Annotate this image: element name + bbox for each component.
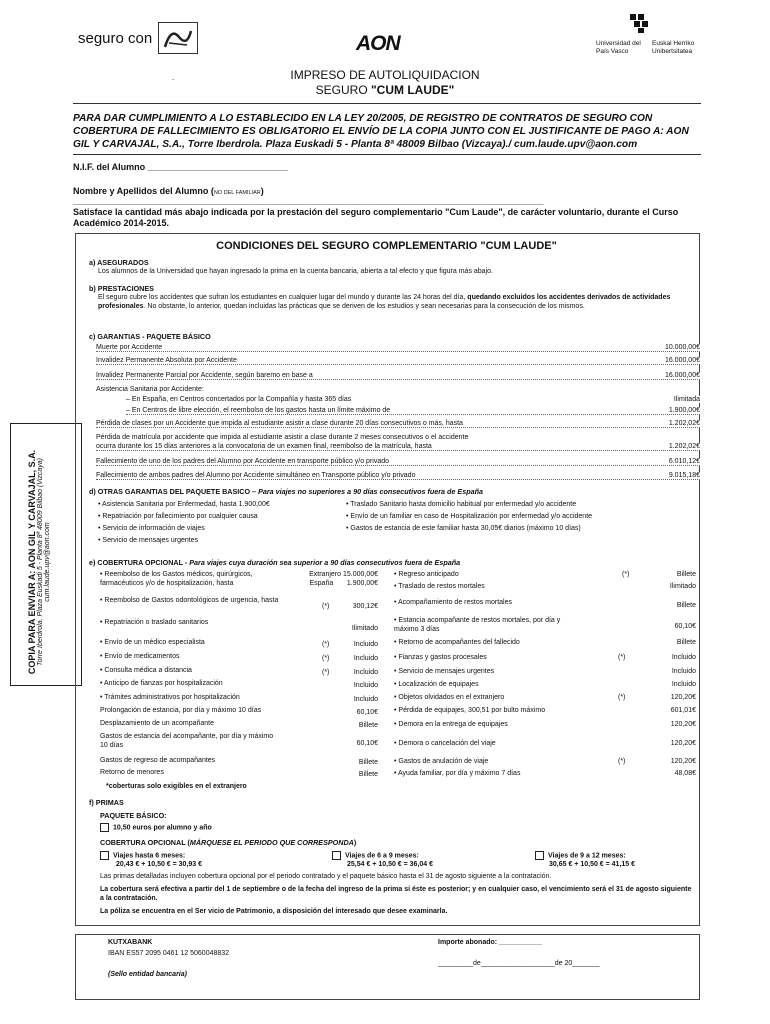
section-b-text xyxy=(98,294,688,311)
e-left-value: Incluido xyxy=(353,696,378,703)
section-e-title xyxy=(89,558,460,567)
f-opt2-a: Viajes de 6 a 9 meses: xyxy=(345,852,419,860)
e-right-label: • Estancia acompañante de restos mortales, por día y máximo 3 días xyxy=(394,617,561,633)
c-fallecimiento-ambos xyxy=(96,472,700,482)
bank-sello: (Sello entidad bancaria) xyxy=(108,971,187,978)
e-right-label: • Demora en la entrega de equipajes xyxy=(394,721,508,728)
e-right-label: • Fianzas y gastos procesales xyxy=(394,654,487,661)
list-item: • Traslado Sanitario hasta domicilio habitual por enfermedad y/o accidente xyxy=(346,501,577,508)
d-title-ital: Para viajes no superiores a 90 días consecutivos fuera de España xyxy=(258,487,483,496)
bank-box xyxy=(75,934,700,1000)
e-right-label: • Localización de equipajes xyxy=(394,681,479,688)
subtitle-bold: "CUM LAUDE" xyxy=(370,83,455,97)
e-right-label: • Regreso anticipado xyxy=(394,571,459,578)
b-text2: . No obstante, lo anterior, quedan incluidas las prácticas que se deriven de los estudios y sean necesarias para la consecución de los mismos. xyxy=(143,302,585,310)
f-option-6m[interactable] xyxy=(100,851,185,861)
e-note: *coberturas solo exigibles en el extranjero xyxy=(106,783,247,790)
e-left-value: Incluido xyxy=(353,682,378,689)
section-a-title: a) ASEGURADOS xyxy=(89,258,149,267)
f-basic-label: 10,50 euros por alumno y año xyxy=(113,824,212,832)
nif-field[interactable]: N.I.F. del Alumno ____________________________ xyxy=(73,162,288,172)
seguro-con-logo-icon xyxy=(158,22,198,54)
c-asist-libre xyxy=(126,407,700,417)
c-row-invalidez-abs xyxy=(96,357,700,367)
e-title-ital: Para viajes cuya duración sea superior a 90 días consecutivos fuera de España xyxy=(189,558,461,567)
e-right-mark: (*) xyxy=(618,758,626,765)
nombre-small: NO DEL FAMILIAR xyxy=(213,190,261,196)
side-line2: Torre Iberdrola. Plaza Euskadi 5 - Planta 8ª 48009 Bilbao (Vizcaya) xyxy=(37,457,44,667)
e-right-value: Incluido xyxy=(671,654,696,661)
f-poliza: La póliza se encuentra en el Ser vicio de Patrimonio, a disposición del interesado que desee examinarla. xyxy=(100,908,448,915)
aon-logo: AON xyxy=(356,32,400,55)
c-row-value: 1.202,02€ xyxy=(668,443,700,450)
side-copy-text xyxy=(27,431,63,693)
e-right-value: 120,20€ xyxy=(670,758,696,765)
e-left-mark: (*) xyxy=(322,603,330,610)
e-left-value: Billete xyxy=(358,722,378,729)
e-right-value: Billete xyxy=(676,639,696,646)
e-right-value: Billete xyxy=(676,602,696,609)
f-note: Las primas detalladas incluyen cobertura opcional por el periodo contratado y el paquete básico hasta el 31 de agosto siguiente a la contratación. xyxy=(100,873,552,880)
e-right-value: 48,08€ xyxy=(674,770,696,777)
e-right-label: • Traslado de restos mortales xyxy=(394,583,485,590)
c-row-value: Ilimitada xyxy=(673,396,700,403)
e-title: e) COBERTURA OPCIONAL - xyxy=(89,558,190,567)
e-left-value: Incluido xyxy=(353,655,378,662)
nombre-field[interactable] xyxy=(73,186,713,206)
e-right-value: 120,20€ xyxy=(670,694,696,701)
e-left-value: 300,12€ xyxy=(352,603,378,610)
divider-top xyxy=(73,103,701,104)
c-row-value: 1.202,02€ xyxy=(668,420,700,427)
section-f-title: f) PRIMAS xyxy=(89,798,124,807)
c-row-muerte xyxy=(96,344,700,354)
c-row-value: 6.010,12€ xyxy=(668,458,700,465)
e-right-label: • Ayuda familiar, por día y máximo 7 días xyxy=(394,770,521,777)
f-basic-option[interactable] xyxy=(100,823,212,833)
b-text1: El seguro cubre los accidentes que sufran los estudiantes en cualquier lugar del mundo y durante las 24 horas del día, xyxy=(98,294,468,301)
e-left-label: • Consulta médica a distancia xyxy=(100,667,192,674)
f-basic-title: PAQUETE BÁSICO: xyxy=(100,811,167,820)
c-row-label: Pérdida de clases por un Accidente que impida al estudiante asistir a clase durante 20 días consecutivos o más, hasta xyxy=(96,420,463,427)
list-item: • Asistencia Sanitaria por Enfermedad, hasta 1.900,00€ xyxy=(98,501,270,508)
e-left-label: • Envío de medicamentos xyxy=(100,653,180,660)
e-left-label: Gastos de regreso de acompañantes xyxy=(100,757,216,764)
c-row-value: 16.000,00€ xyxy=(664,357,700,364)
upv-logo-icon xyxy=(628,12,652,34)
e-left-value: Extranjero 15.000,00€ España 1.900,00€ xyxy=(309,571,378,587)
e-left-value: Ilimitado xyxy=(351,625,378,632)
subtitle-prefix: SEGURO xyxy=(315,83,371,97)
f-option-9m[interactable] xyxy=(332,851,419,861)
e-left-mark: (*) xyxy=(322,669,330,676)
divider-lead xyxy=(73,154,701,155)
satisface-text: Satisface la cantidad más abajo indicada por la prestación del seguro complementario "Cum Laude", de carácter voluntario, durante el Curso Académico 2014-2015. xyxy=(73,207,679,228)
list-item: • Servicio de información de viajes xyxy=(98,525,205,532)
c-row-invalidez-parc xyxy=(96,372,700,382)
c-perdida-clases xyxy=(96,420,700,430)
c-row-label: Fallecimiento de uno de los padres del Alumno por Accidente en transporte público y/o privado xyxy=(96,458,390,465)
c-row-value: 1.900,00€ xyxy=(668,407,700,414)
f-option-12m[interactable] xyxy=(535,851,626,861)
c-row-label: Invalidez Permanente Absoluta por Accidente xyxy=(96,357,237,364)
side-line3: cum.laude.upv@aon.com xyxy=(44,522,51,602)
upv-name-es: Universidad del País Vasco xyxy=(596,40,641,55)
e-left-value: Billete xyxy=(358,771,378,778)
e-right-label: • Gastos de anulación de viaje xyxy=(394,758,489,765)
checkbox[interactable] xyxy=(332,851,341,860)
section-d-title xyxy=(89,487,483,496)
e-right-value: 60,10€ xyxy=(674,623,696,630)
e-left-value: Incluido xyxy=(353,641,378,648)
checkbox[interactable] xyxy=(100,823,109,832)
c-fallecimiento-uno xyxy=(96,458,700,468)
e-right-label: • Servicio de mensajes urgentes xyxy=(394,668,495,675)
d-left-list xyxy=(98,499,348,547)
e-left-label: • Reembolso de Gastos odontológicos de urgencia, hasta xyxy=(100,597,279,604)
e-left-label: • Repatriación o traslado sanitarios xyxy=(100,619,209,626)
e-left-mark: (*) xyxy=(322,655,330,662)
e-left-value: Billete xyxy=(358,759,378,766)
side-line1: COPIA PARA ENVIAR A: AON GIL Y CARVAJAL, S.A. xyxy=(27,449,37,675)
f-opt1-a: Viajes hasta 6 meses: xyxy=(113,852,186,860)
b-bold: quedando excluidos los accidentes derivados de actividades profesionales xyxy=(98,294,671,310)
e-left-label: Retorno de menores xyxy=(100,769,164,776)
e-left-label: Prolongación de estancia, por día y máximo 10 días xyxy=(100,707,262,714)
f-opt-title xyxy=(100,838,356,847)
document-title: IMPRESO DE AUTOLIQUIDACION xyxy=(290,68,480,82)
e-right-label: • Objetos olvidados en el extranjero xyxy=(394,694,505,701)
conditions-title: CONDICIONES DEL SEGURO COMPLEMENTARIO "CUM LAUDE" xyxy=(216,240,557,252)
e-right-label: • Acompañamiento de restos mortales xyxy=(394,599,513,606)
c-perdida-matricula-line1: Pérdida de matrícula por accidente que impida al estudiante asistir a clase durante 2 meses consecutivos o el accidente xyxy=(96,434,469,441)
nombre-line: ) ______________________________________________________________________________________________ xyxy=(73,186,544,206)
upv-name-eu: Euskal Herriko Unibertsitatea xyxy=(652,40,695,55)
c-row-value: 9.015,18€ xyxy=(668,472,700,479)
f-cobertura: La cobertura será efectiva a partir del 1 de septiembre o de la fecha del ingreso de la prima si éste es posterior; y en cualquier caso, el vencimiento será el 31 de agosto siguiente a la contratación. xyxy=(100,886,692,902)
list-item: • Servicio de mensajes urgentes xyxy=(98,537,199,544)
e-right-value: Incluido xyxy=(671,668,696,675)
e-left-label: Desplazamiento de un acompañante xyxy=(100,720,215,727)
e-right-mark: (*) xyxy=(622,571,630,578)
section-a-text: Los alumnos de la Universidad que hayan ingresado la prima en la cuenta bancaria, abierta a tal efecto y que figura más abajo. xyxy=(98,268,493,275)
c-row-label: – En España, en Centros concertados por la Compañía y hasta 365 días xyxy=(126,396,352,403)
document-subtitle xyxy=(0,83,770,97)
f-opt-close: ) xyxy=(353,838,357,847)
e-left-label: • Anticipo de fianzas por hospitalización xyxy=(100,680,223,687)
c-row-value: 16.000,00€ xyxy=(664,372,700,379)
e-right-label: • Demora o cancelación del viaje xyxy=(394,740,496,747)
e-right-value: 120,20€ xyxy=(670,740,696,747)
e-left-mark: (*) xyxy=(322,641,330,648)
e-left-value: 60,10€ xyxy=(356,709,378,716)
c-asistencia-label: Asistencia Sanitaria por Accidente: xyxy=(96,386,204,393)
e-left-label: • Reembolso de los Gastos médicos, quirúrgicos, farmacéuticos y/o de hospitalización, hasta xyxy=(100,571,253,587)
d-title: d) OTRAS GARANTIAS DEL PAQUETE BASICO – xyxy=(89,487,259,496)
stray-dot: . xyxy=(172,73,175,82)
e-left-label: • Trámites administrativos por hospitalización xyxy=(100,694,240,701)
f-opt3-a: Viajes de 9 a 12 meses: xyxy=(548,852,626,860)
c-row-label: – En Centros de libre elección, el reembolso de los gastos hasta un límite máximo de xyxy=(126,407,391,414)
e-right-label: • Retorno de acompañantes del fallecido xyxy=(394,639,520,646)
list-item: • Repatriación por fallecimiento por cualquier causa xyxy=(98,513,258,520)
d-right-list xyxy=(346,499,696,535)
e-right-value: 601,01€ xyxy=(670,707,696,714)
c-row-label: Muerte por Accidente xyxy=(96,344,163,351)
nombre-label: Nombre y Apellidos del Alumno ( xyxy=(73,186,214,196)
e-right-mark: (*) xyxy=(618,694,626,701)
checkbox[interactable] xyxy=(535,851,544,860)
bank-name: KUTXABANK xyxy=(108,939,153,946)
checkbox[interactable] xyxy=(100,851,109,860)
e-right-value: Ilimitado xyxy=(669,583,696,590)
c-perdida-matricula xyxy=(96,443,700,453)
e-right-value: 120,20€ xyxy=(670,721,696,728)
section-c-title: c) GARANTIAS - PAQUETE BÁSICO xyxy=(89,332,211,341)
bank-iban: IBAN ES57 2095 0461 12 5060048832 xyxy=(108,950,230,957)
e-right-value: Incluido xyxy=(671,681,696,688)
e-left-value: Incluido xyxy=(353,669,378,676)
list-item: • Gastos de estancia de este familiar hasta 30,05€ diarios (máximo 10 días) xyxy=(346,525,581,532)
e-left-value: 60,10€ xyxy=(356,740,378,747)
lead-paragraph: PARA DAR CUMPLIMIENTO A LO ESTABLECIDO EN LA LEY 20/2005, DE REGISTRO DE CONTRATOS DE SEGURO CON COBERTURA DE FALLECIMIENTO ES OBLIGATORIO EL ENVÍO DE LA COPIA JUNTO CON EL JUSTIFICANTE DE PAGO A: AON GIL Y CARVAJAL, S.A., Torre Iberdrola. Plaza Euskadi 5 - Planta 8ª 48009 Bilbao (Vizcaya)./ cum.laude.upv@aon.com xyxy=(73,113,689,150)
c-row-label: Invalidez Permanente Parcial por Accidente, según baremo en base a xyxy=(96,372,313,379)
e-left-label: Gastos de estancia del acompañante, por día y máximo 10 días xyxy=(100,733,274,749)
importe-field[interactable]: Importe abonado: ___________ xyxy=(438,939,542,946)
c-row-label: Fallecimiento de ambos padres del Alumno por Accidente simultáneo en Transporte público y/o privado xyxy=(96,472,416,479)
f-opt-prefix: COBERTURA OPCIONAL ( xyxy=(100,838,190,847)
list-item: • Envío de un familiar en caso de Hospitalización por enfermedad y/o accidente xyxy=(346,513,593,520)
f-opt-ital: MÁRQUESE EL PERIODO QUE CORRESPONDA xyxy=(189,838,354,847)
e-right-mark: (*) xyxy=(618,654,626,661)
f-opt2-b: 25,54 € + 10,50 € = 36,04 € xyxy=(347,861,434,868)
fecha-field[interactable]: _________de___________________de 20_______ xyxy=(438,960,600,967)
e-left-label: • Envío de un médico especialista xyxy=(100,639,205,646)
c-asist-espana xyxy=(126,396,700,406)
seguro-con-logo-text: seguro con xyxy=(78,30,153,47)
c-row-label: ocurra durante los 15 días anteriores a la convocatoria de un examen final, reembolso de la matrícula, hasta xyxy=(96,443,432,450)
f-opt1-b: 20,43 € + 10,50 € = 30,93 € xyxy=(116,861,203,868)
section-b-title: b) PRESTACIONES xyxy=(89,284,154,293)
f-opt3-b: 30,65 € + 10,50 € = 41,15 € xyxy=(549,861,636,868)
e-right-label: • Pérdida de equipajes, 300,51 por bulto máximo xyxy=(394,707,546,714)
e-right-value: Billete xyxy=(676,571,696,578)
c-row-value: 10.000,00€ xyxy=(664,344,700,351)
